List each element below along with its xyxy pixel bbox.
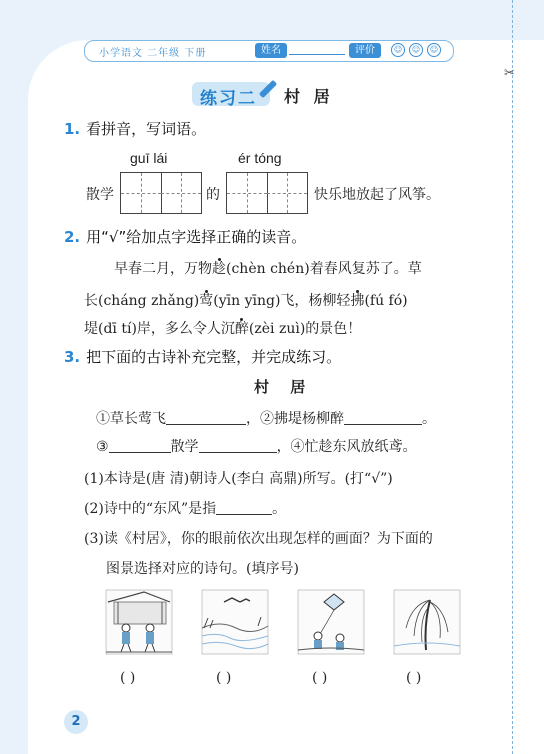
dotted-char: 莺 [199, 293, 214, 309]
q3-sub2-text: (2)诗中的“东风”是指 [84, 501, 217, 517]
smile-face-icon[interactable]: ☺ [391, 43, 405, 57]
answer-paren-2[interactable]: ( ) [216, 670, 232, 686]
name-field[interactable] [289, 54, 345, 55]
poem-blank-4[interactable] [199, 438, 277, 453]
answer-paren-4[interactable]: ( ) [406, 670, 422, 686]
pinyin-ertong: ér tóng [238, 150, 282, 166]
picture-orioles-flying [200, 588, 270, 656]
picture-kids-leaving-school [104, 588, 174, 656]
writing-box-1[interactable] [120, 172, 202, 214]
picture-flying-kite [296, 588, 366, 656]
q2-line-2 [84, 290, 408, 310]
poem-row-1 [96, 408, 436, 428]
question-2 [64, 226, 306, 247]
answer-paren-1[interactable]: ( ) [120, 670, 136, 686]
q2-number: 2. [64, 228, 81, 246]
q2-line2-options-a[interactable]: 长(cháng zhǎng) [84, 293, 200, 309]
poem-blank-2[interactable] [344, 410, 422, 425]
q3-number: 3. [64, 348, 81, 366]
q2-prompt: 用“√”给加点字选择正确的读音。 [86, 228, 307, 246]
q2-line-3 [84, 318, 361, 338]
poem-line-1: ①草长莺飞 [96, 411, 166, 427]
dotted-char: 趁 [212, 261, 226, 277]
q1-prompt: 看拼音，写词语。 [86, 120, 207, 138]
poem-title: 村 居 [254, 378, 314, 396]
question-3 [64, 346, 341, 367]
q2-line1-options[interactable]: (chèn chén)着春风复苏了。草 [226, 261, 422, 277]
q2-line2-options-b[interactable]: (yīn yīng)飞，杨柳轻 [213, 293, 351, 309]
q2-line3-options-a[interactable]: 堤(dī tí)岸，多么令人沉 [84, 321, 235, 337]
poem-row1-end: 。 [422, 411, 436, 427]
dotted-char: 醉 [234, 321, 249, 337]
picture-willows-by-bank [392, 588, 462, 656]
east-wind-blank[interactable] [216, 500, 272, 515]
neutral-face-icon[interactable]: ☺ [409, 43, 423, 57]
header-bar [84, 40, 454, 62]
poem-row-2 [96, 436, 417, 456]
q2-line-1 [114, 258, 422, 278]
writing-box-2[interactable] [226, 172, 308, 214]
poem-line-2: ，②拂堤杨柳醉 [246, 411, 344, 427]
answer-paren-3[interactable]: ( ) [312, 670, 328, 686]
q3-sub-1[interactable]: (1)本诗是(唐 清)朝诗人(李白 高鼎)所写。(打“√”) [84, 471, 393, 487]
page-number: 2 [64, 710, 88, 734]
q1-text-after: 快乐地放起了风筝。 [314, 187, 440, 203]
subject-label: 小学语文 二年级 下册 [99, 48, 207, 59]
lesson-title: 村 居 [284, 87, 334, 106]
q1-number: 1. [64, 120, 81, 138]
name-label: 姓名 [255, 43, 287, 58]
q3-sub-3-line-2: 图景选择对应的诗句。(填序号) [106, 561, 299, 577]
q3-prompt: 把下面的古诗补充完整，并完成练习。 [86, 348, 342, 366]
poem-line-3-num: ③ [96, 439, 109, 455]
q2-line2-options-c[interactable]: (fú fó) [364, 293, 408, 309]
q3-sub-3-line-1: (3)读《村居》，你的眼前依次出现怎样的画面？为下面的 [84, 531, 433, 547]
poem-line-4: ，④忙趁东风放纸鸢。 [276, 439, 417, 455]
eval-label: 评价 [349, 43, 381, 58]
poem-line-3: 散学 [170, 439, 199, 455]
q2-line3-options-b[interactable]: (zèi zuì)的景色！ [248, 321, 362, 337]
q3-sub2-end: 。 [272, 501, 287, 517]
poem-blank-1[interactable] [166, 410, 246, 425]
sad-face-icon[interactable]: ☺ [427, 43, 441, 57]
dotted-char: 拂 [350, 293, 365, 309]
poem-blank-3[interactable] [109, 438, 171, 453]
title-badge-text: 练习二 [200, 89, 257, 109]
q3-sub-2 [84, 498, 286, 518]
q1-text-middle: 的 [206, 187, 220, 203]
q2-line1-text: 早春二月，万物 [114, 261, 212, 277]
scissors-icon: ✂ [504, 66, 515, 81]
q1-text-before: 散学 [86, 187, 114, 203]
pinyin-guilai: guī lái [130, 150, 168, 166]
cut-line [512, 0, 513, 754]
question-1 [64, 118, 206, 139]
